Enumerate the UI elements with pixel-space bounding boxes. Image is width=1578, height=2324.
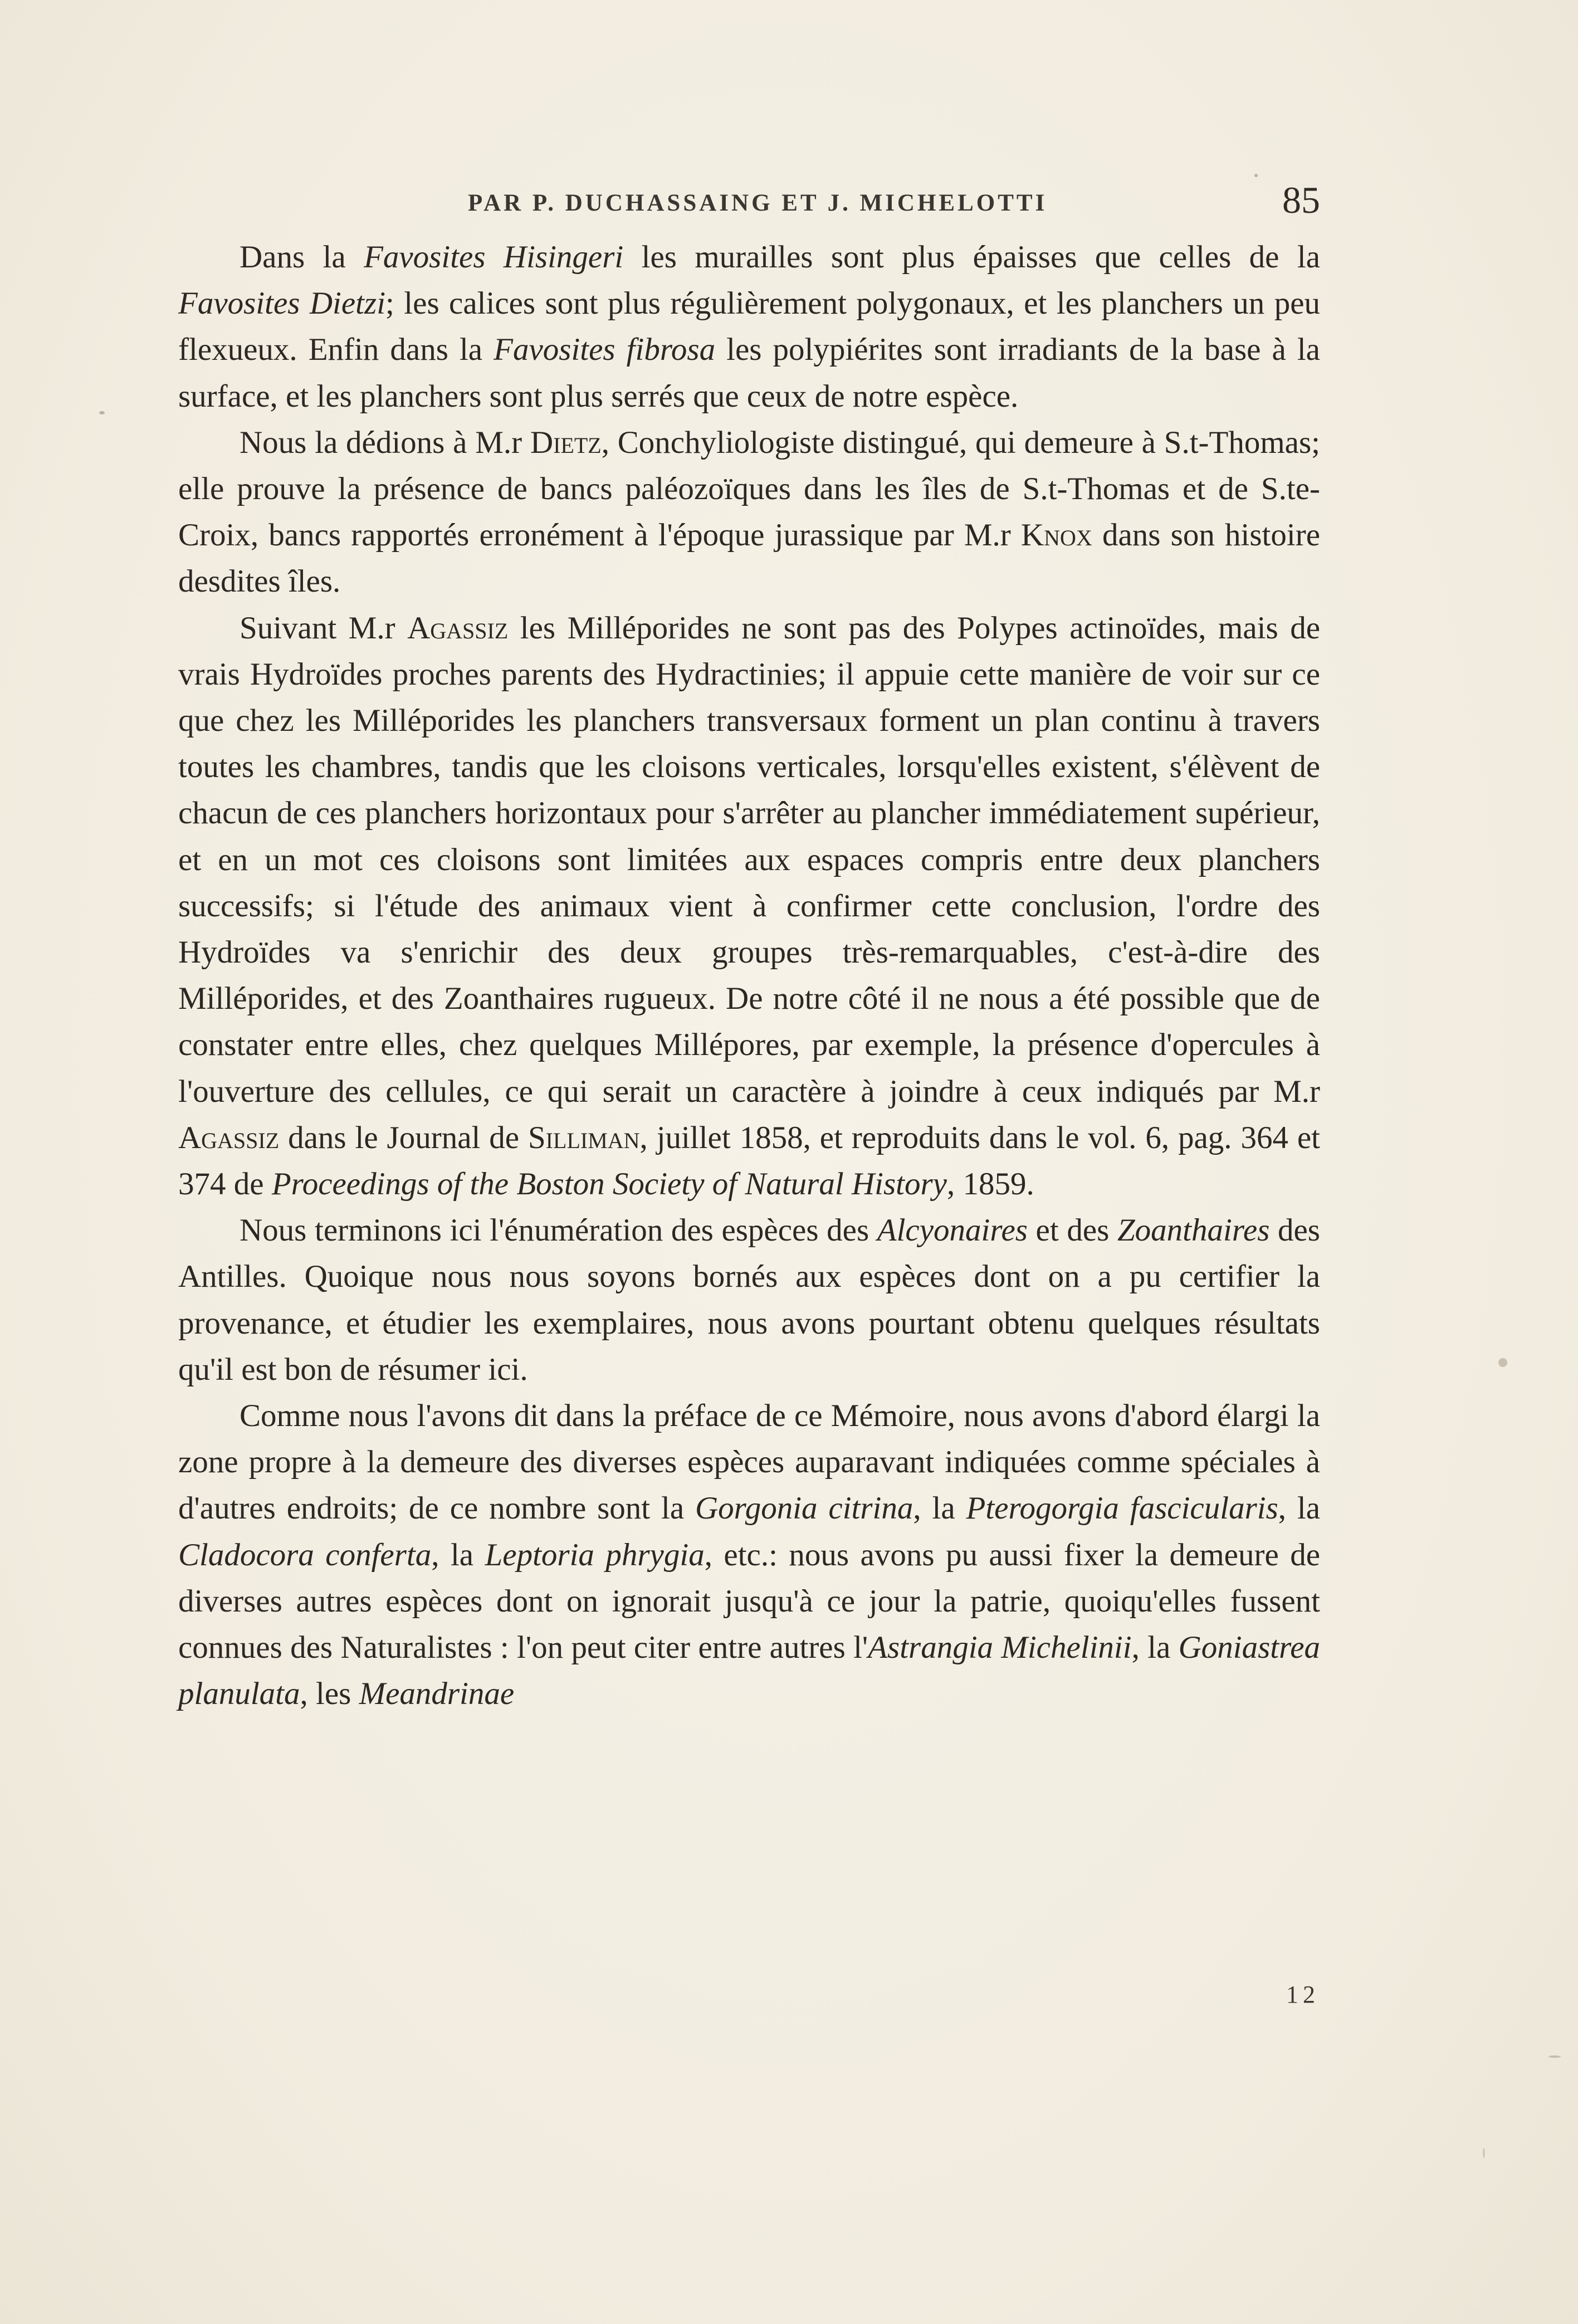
text-run: ; les calices sont plus régulièrement polygonaux, et les planchers un peu flexueux. Enfin dans la: [178, 286, 1321, 368]
paper-speck: [1548, 2056, 1561, 2058]
paragraph: [178, 1393, 1320, 1717]
text-run: , la: [1131, 1630, 1179, 1666]
italic-text: Cladocora conferta: [178, 1537, 432, 1573]
italic-text: Meandrinae: [359, 1676, 515, 1712]
italic-text: Favosites Dietzi: [178, 286, 386, 321]
signature-mark: 12: [1286, 1981, 1320, 2008]
paragraph: [178, 1207, 1320, 1393]
italic-text: Favosites Hisingeri: [364, 240, 624, 275]
text-run: , la: [431, 1537, 485, 1573]
paragraph: [178, 234, 1320, 419]
text-run: Suivant M.r: [240, 610, 408, 646]
paper-speck: [99, 411, 105, 414]
text-run: dans le Journal de: [279, 1120, 528, 1155]
text-run: Nous la dédions à M.r: [240, 424, 530, 460]
italic-text: Zoanthaires: [1117, 1213, 1270, 1248]
italic-text: Favosites fibrosa: [494, 332, 716, 368]
text-run: , etc.: nous avons pu aussi fixer la demeure de diverses autres espèces dont on ignorait jusqu'à ce jour la patrie, quoiqu'elles fussent connues des Naturalistes : l'on peut citer entre autres l': [178, 1537, 1320, 1666]
italic-text: Goniastrea planulata: [178, 1630, 1320, 1712]
italic-text: Leptoria phrygia: [485, 1537, 705, 1573]
text-run: , Conchyliologiste distingué, qui demeure à S.t-Thomas; elle prouve la présence de bancs paléozoïques dans les îles de S.t-Thomas et de S.te-Croix, bancs rapportés erronément à l'époque jurassique par M.r: [178, 424, 1320, 553]
small-caps-name: Silliman: [527, 1120, 640, 1155]
small-caps-name: Dietz: [530, 424, 602, 460]
text-run: dans son histoire desdites îles.: [178, 517, 1321, 599]
paper-speck: [1254, 174, 1258, 177]
text-run: , 1859.: [946, 1166, 1034, 1202]
text-run: , la: [1278, 1491, 1321, 1526]
text-run: , les: [300, 1676, 359, 1712]
text-run: les murailles sont plus épaisses que celles de la: [623, 240, 1320, 275]
paragraph: [178, 419, 1320, 605]
text-run: les Milléporides ne sont pas des Polypes actinoïdes, mais de vrais Hydroïdes proches parents des Hydractinies; il appuie cette manière de voir sur ce que chez les Milléporides les planchers transversaux forment un plan continu à travers toutes les chambres, tandis que les cloisons verticales, lorsqu'elles existent, s'élèvent de chacun de ces planchers horizontaux pour s'arrêter au plancher immédiatement supérieur, et en un mot ces cloisons sont limitées aux espaces compris entre deux planchers successifs; si l'étude des animaux vient à confirmer cette conclusion, l'ordre des Hydroïdes va s'enrichir des deux groupes très-remarquables, c'est-à-dire des Milléporides, et des Zoanthaires rugueux. De notre côté il ne nous a été possible que de constater entre elles, chez quelques Millépores, par exemple, la présence d'opercules à l'ouverture des cellules, ce qui serait un caractère à joindre à ceux indiqués par M.r: [178, 610, 1320, 1109]
text-run: , juillet 1858, et reproduits dans le vol. 6, pag. 364 et 374 de: [178, 1120, 1320, 1202]
italic-text: Pterogorgia fascicularis: [966, 1491, 1278, 1526]
italic-text: Astrangia Michelinii: [868, 1630, 1132, 1666]
small-caps-name: Agassiz: [178, 1120, 280, 1155]
text-run: et des: [1027, 1213, 1117, 1248]
page-header: [178, 178, 1320, 228]
italic-text: Gorgonia citrina: [695, 1491, 913, 1526]
italic-text: Proceedings of the Boston Society of Natural History: [271, 1166, 947, 1202]
paper-speck: [1483, 2148, 1485, 2158]
text-run: Nous terminons ici l'énumération des espèces des: [240, 1213, 877, 1248]
small-caps-name: Agassiz: [407, 610, 509, 646]
paper-speck: [1498, 1358, 1507, 1367]
small-caps-name: Knox: [1020, 517, 1092, 553]
text-run: Comme nous l'avons dit dans la préface de ce Mémoire, nous avons d'abord élargi la zone propre à la demeure des diverses espèces auparavant indiquées comme spéciales à d'autres endroits; de ce nombre sont la: [178, 1398, 1320, 1526]
text-run: des Antilles. Quoique nous nous soyons bornés aux espèces dont on a pu certifier la provenance, et étudier les exemplaires, nous avons pourtant obtenu quelques résultats qu'il est bon de résumer ici.: [178, 1213, 1320, 1387]
running-head: PAR P. DUCHASSAING ET J. MICHELOTTI: [468, 190, 1048, 216]
page-number: 85: [1282, 179, 1320, 221]
italic-text: Alcyonaires: [877, 1213, 1028, 1248]
text-run: , la: [913, 1491, 966, 1526]
text-run: les polypiérites sont irradiants de la base à la surface, et les planchers sont plus serrés que ceux de notre espèce.: [178, 332, 1320, 414]
body-text: [178, 234, 1320, 1717]
text-run: Dans la: [240, 240, 364, 275]
paragraph: [178, 605, 1320, 1208]
